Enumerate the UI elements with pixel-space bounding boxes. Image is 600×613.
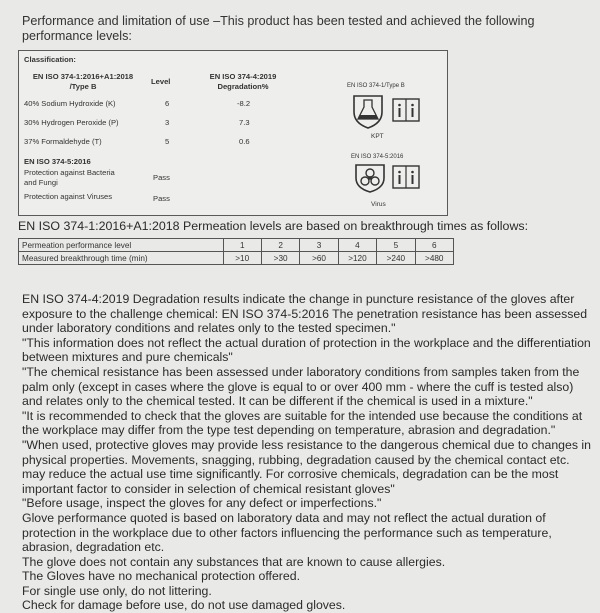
chem-row-1-level: 6 bbox=[165, 99, 170, 108]
chem-row-3-name: 37% Formaldehyde (T) bbox=[24, 137, 102, 146]
table-row bbox=[19, 252, 454, 265]
info-book-icon bbox=[391, 96, 421, 124]
level-header: Level bbox=[151, 77, 171, 86]
permeation-title: EN ISO 374-1:2016+A1:2018 Permeation levels are based on breakthrough times as follows: bbox=[18, 219, 529, 233]
paragraph: The glove does not contain any substances that are known to cause allergies. bbox=[22, 554, 446, 569]
perm-level-cell: 5 bbox=[377, 239, 415, 252]
std1-heading: EN ISO 374-1:2016+A1:2018 /Type B bbox=[32, 72, 134, 91]
classification-box bbox=[18, 50, 448, 216]
paragraph: Glove performance quoted is based on laboratory data and may not reflect the actual duration of protection in the workplace due to other factors influencing the performance such as temperature, abrasion, degradation etc. bbox=[22, 510, 552, 555]
perm-level-cell: 6 bbox=[415, 239, 453, 252]
pict1-label: EN ISO 374-1/Type B bbox=[347, 83, 405, 89]
perm-time-cell: >10 bbox=[223, 252, 261, 265]
table-row bbox=[19, 239, 454, 252]
pict1-caption: KPT bbox=[371, 133, 384, 140]
chem-row-1-deg: -8.2 bbox=[237, 99, 251, 108]
chem-row-2-level: 3 bbox=[165, 118, 170, 127]
biohazard-icon bbox=[353, 162, 387, 194]
chem-row-3-level: 5 bbox=[165, 137, 170, 146]
paragraph: The Gloves have no mechanical protection offered. bbox=[22, 569, 300, 584]
paragraph: "When used, protective gloves may provide less resistance to the dangerous chemical due to changes in physical properties. Movements, snagging, rubbing, degradation caused by the chemical contact etc. may reduce the actual use time significantly. For corrosive chemicals, degradation can be the most important factor to consider in selection of chemical resistant gloves" bbox=[22, 437, 591, 496]
chem-row-1-name: 40% Sodium Hydroxide (K) bbox=[24, 99, 116, 108]
chem-row-2-deg: 7.3 bbox=[239, 118, 250, 127]
paragraph: "This information does not reflect the actual duration of protection in the workplace and the differentiation between mixtures and pure chemicals" bbox=[22, 335, 591, 365]
chem-row-2-name: 30% Hydrogen Peroxide (P) bbox=[24, 118, 119, 127]
chem-row-3-deg: 0.6 bbox=[239, 137, 250, 146]
paragraph: EN ISO 374-4:2019 Degradation results indicate the change in puncture resistance of the gloves after exposure to the challenge chemical: EN ISO 374-5:2016 The penetration resistance has been assessed under laboratory conditions and relates only to the tested specimen." bbox=[22, 292, 588, 336]
paragraph: Check for damage before use, do not use damaged gloves. bbox=[22, 598, 346, 613]
bacteria-label: Protection against Bacteria and Fungi bbox=[24, 168, 115, 187]
perm-level-cell: 4 bbox=[338, 239, 376, 252]
intro-text: Performance and limitation of use –This product has been tested and achieved the following performance levels: bbox=[22, 14, 535, 43]
instructions-text bbox=[22, 292, 594, 613]
paragraph: "The chemical resistance has been assessed under laboratory conditions from samples taken from the palm only (except in cases where the glove is equal to or over 400 mm - where the cuff is tested also) and relates only to the chemical tested. It can be different if the chemical is used in a mixture." bbox=[22, 364, 580, 409]
perm-level-cell: 2 bbox=[261, 239, 299, 252]
paragraph: For single use only, do not littering. bbox=[22, 583, 212, 598]
perm-time-cell: >30 bbox=[261, 252, 299, 265]
virus-result: Pass bbox=[153, 194, 170, 203]
paragraph: "Before usage, inspect the gloves for any defect or imperfections." bbox=[22, 496, 382, 511]
pict2-label: EN ISO 374-5:2016 bbox=[351, 154, 404, 160]
perm-time-cell: >240 bbox=[377, 252, 415, 265]
perm-time-cell: >120 bbox=[338, 252, 376, 265]
std3-heading: EN ISO 374-5:2016 bbox=[24, 157, 91, 166]
bacteria-result: Pass bbox=[153, 173, 170, 182]
chemical-flask-icon bbox=[351, 92, 385, 130]
perm-level-label: Permeation performance level bbox=[19, 239, 224, 252]
paragraph: "It is recommended to check that the gloves are suitable for the intended use because the conditions at the workplace may differ from the type test depending on temperature, abrasion and degradation." bbox=[22, 408, 583, 438]
virus-label: Protection against Viruses bbox=[24, 192, 113, 201]
info-book-icon-2 bbox=[391, 164, 421, 190]
perm-level-cell: 1 bbox=[223, 239, 261, 252]
perm-time-label: Measured breakthrough time (min) bbox=[19, 252, 224, 265]
perm-time-cell: >480 bbox=[415, 252, 453, 265]
perm-time-cell: >60 bbox=[300, 252, 338, 265]
std2-heading: EN ISO 374-4:2019 Degradation% bbox=[209, 72, 277, 91]
permeation-table bbox=[18, 238, 454, 265]
pict2-caption: Virus bbox=[371, 201, 386, 208]
perm-level-cell: 3 bbox=[300, 239, 338, 252]
classification-title: Classification: bbox=[24, 55, 76, 64]
